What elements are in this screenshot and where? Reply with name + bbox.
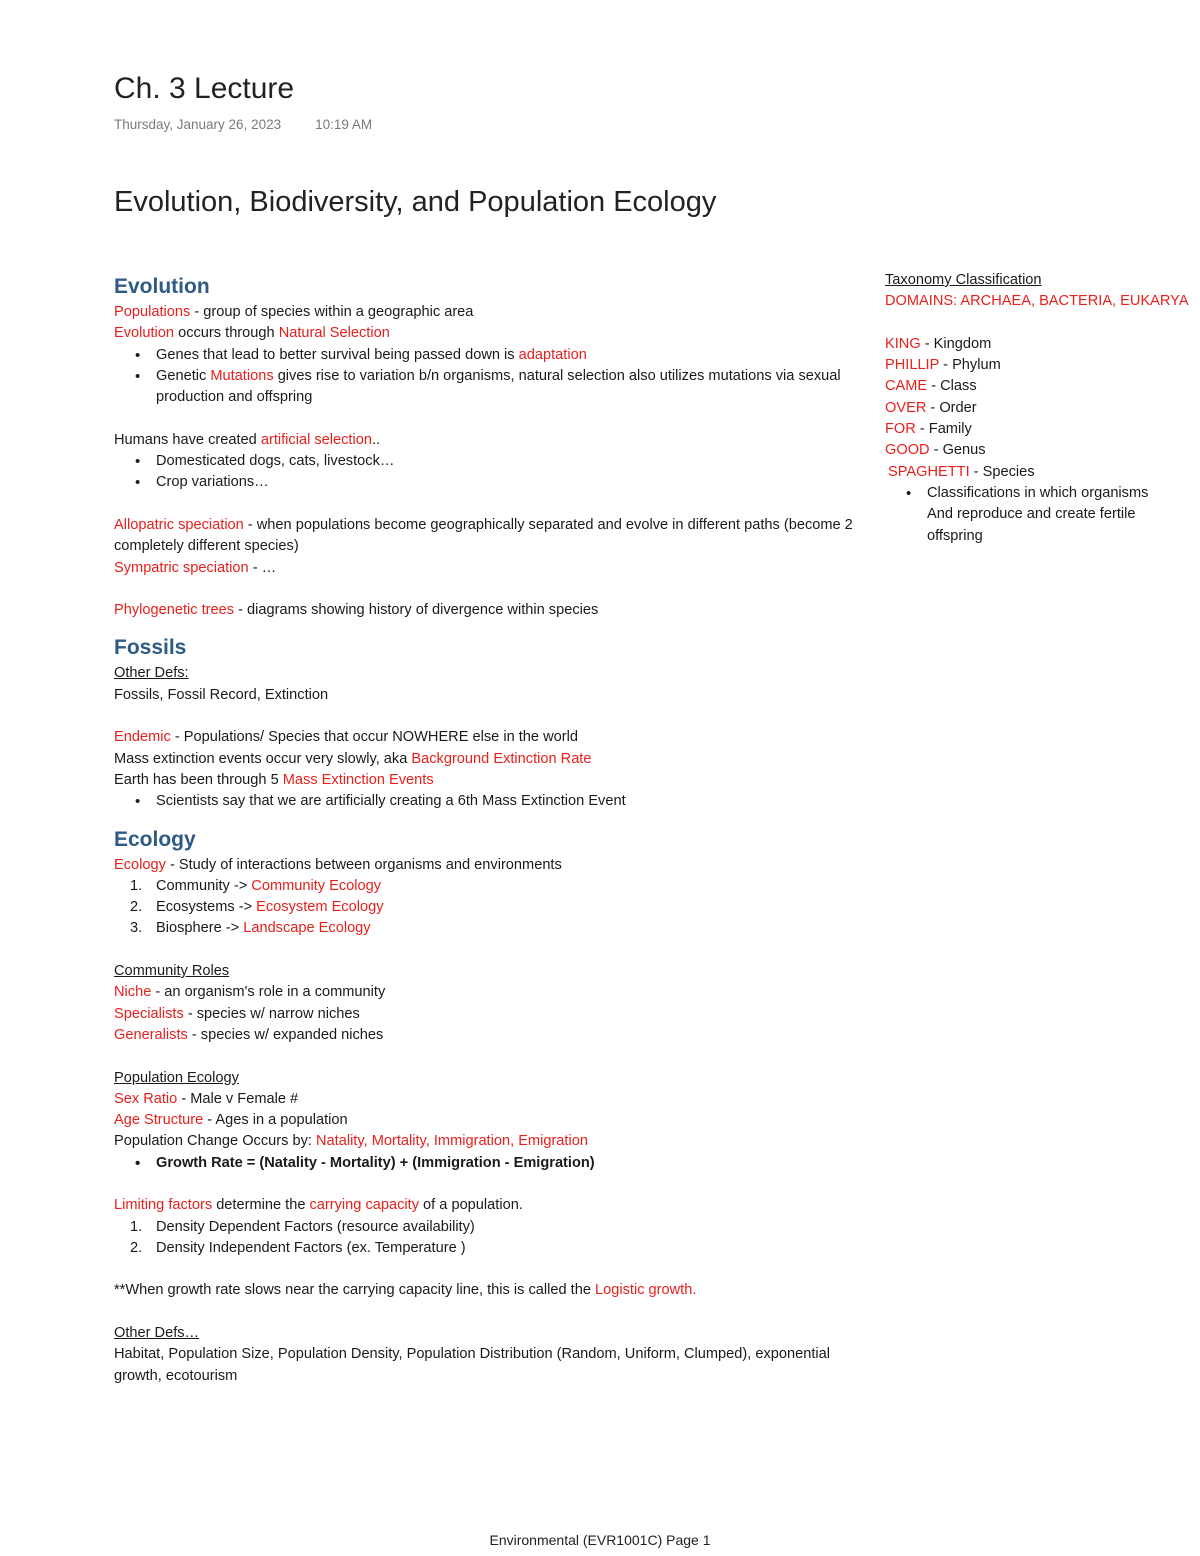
list-item: • Genetic Mutations gives rise to variation b/n organisms, natural selection also utilizes mutations via sexual production and offspring xyxy=(156,366,864,409)
density-factors-list xyxy=(114,1217,864,1260)
population-ecology-heading: Population Ecology xyxy=(114,1069,239,1086)
population-change-line: Population Change Occurs by: Natality, Mortality, Immigration, Emigration xyxy=(114,1133,588,1150)
logistic-growth-line: **When growth rate slows near the carrying capacity line, this is called the Logistic growth. xyxy=(114,1282,697,1299)
page-time: 10:19 AM xyxy=(315,117,373,132)
list-item: 1. Community -> Community Ecology xyxy=(130,877,382,894)
ecology-definition: Ecology - Study of interactions between organisms and environments xyxy=(114,856,562,873)
taxonomy-panel xyxy=(885,270,1195,547)
endemic-definition: Endemic - Populations/ Species that occur NOWHERE else in the world xyxy=(114,729,578,746)
list-item: 2. Ecosystems -> Ecosystem Ecology xyxy=(130,899,384,916)
taxonomy-heading: Taxonomy Classification xyxy=(885,272,1042,288)
populations-definition: Populations - group of species within a geographic area xyxy=(114,304,474,320)
niche-definition: Niche - an organism's role in a community xyxy=(114,984,386,1001)
artificial-selection-line: Humans have created artificial selection.. xyxy=(114,431,381,448)
taxonomy-rank: CAME - Class xyxy=(885,378,977,395)
list-item: • Scientists say that we are artificially creating a 6th Mass Extinction Event xyxy=(156,791,864,812)
earth-extinctions-line: Earth has been through 5 Mass Extinction Events xyxy=(114,771,434,788)
page-date: Thursday, January 26, 2023 xyxy=(114,117,282,132)
evolution-heading: Evolution xyxy=(114,275,210,298)
mass-extinction-line: Mass extinction events occur very slowly, aka Background Extinction Rate xyxy=(114,750,592,767)
phylogenetic-definition: Phylogenetic trees - diagrams showing history of divergence within species xyxy=(114,602,599,619)
list-item: • Domesticated dogs, cats, livestock… xyxy=(156,451,864,472)
section-title: Evolution, Biodiversity, and Population Ecology xyxy=(114,186,717,218)
taxonomy-rank: FOR - Family xyxy=(885,421,972,438)
list-item: 1. Density Dependent Factors (resource availability) xyxy=(130,1218,475,1235)
growth-rate-bullets xyxy=(114,1153,864,1174)
artificial-selection-bullets xyxy=(114,451,864,494)
taxonomy-rank: KING - Kingdom xyxy=(885,335,992,352)
evolution-definition: Evolution occurs through Natural Selection xyxy=(114,325,390,342)
list-item: 3. Biosphere -> Landscape Ecology xyxy=(130,920,371,937)
populations-term: Populations xyxy=(114,304,191,320)
sex-ratio-definition: Sex Ratio - Male v Female # xyxy=(114,1090,299,1107)
list-item: • Genes that lead to better survival being passed down is adaptation xyxy=(156,345,864,366)
evolution-bullets xyxy=(114,345,864,409)
other-defs-heading: Other Defs: xyxy=(114,665,189,682)
page-footer: Environmental (EVR1001C) Page 1 xyxy=(489,1532,711,1548)
list-item: • Crop variations… xyxy=(156,472,864,493)
age-structure-definition: Age Structure - Ages in a population xyxy=(114,1112,348,1129)
ecology-levels-list xyxy=(114,876,864,940)
page-title: Ch. 3 Lecture xyxy=(114,72,295,105)
list-item: • Classifications in which organisms And reproduce and create fertile offspring xyxy=(927,483,1177,547)
limiting-factors-line: Limiting factors determine the carrying capacity of a population. xyxy=(114,1197,523,1214)
page-timestamp xyxy=(114,117,372,132)
generalists-definition: Generalists - species w/ expanded niches xyxy=(114,1026,384,1043)
taxonomy-rank: OVER - Order xyxy=(885,399,977,416)
other-defs-heading-2: Other Defs… xyxy=(114,1325,200,1342)
main-notes xyxy=(114,272,864,1387)
taxonomy-bullets xyxy=(885,483,1177,547)
sympatric-definition: Sympatric speciation - … xyxy=(114,559,277,576)
specialists-definition: Specialists - species w/ narrow niches xyxy=(114,1005,360,1022)
list-item: 2. Density Independent Factors (ex. Temperature ) xyxy=(130,1239,466,1256)
community-roles-heading: Community Roles xyxy=(114,963,230,980)
taxonomy-rank: PHILLIP - Phylum xyxy=(885,357,1001,374)
domains-line: DOMAINS: ARCHAEA, BACTERIA, EUKARYA xyxy=(885,293,1189,310)
allopatric-definition: Allopatric speciation - when populations become geographically separated and evolve in different paths (become 2 completely different species) xyxy=(114,516,853,555)
fossils-heading: Fossils xyxy=(114,636,187,660)
growth-rate-formula: • Growth Rate = (Natality - Mortality) + (Immigration - Emigration) xyxy=(156,1153,864,1174)
taxonomy-rank: GOOD - Genus xyxy=(885,442,986,459)
ecology-defs-list: Habitat, Population Size, Population Density, Population Distribution (Random, Uniform, Clumped), exponential growth, ecotourism xyxy=(114,1346,831,1384)
ecology-heading: Ecology xyxy=(114,827,196,851)
fossils-bullets xyxy=(114,791,864,812)
taxonomy-rank: SPAGHETTI - Species xyxy=(888,463,1035,480)
fossil-defs-list: Fossils, Fossil Record, Extinction xyxy=(114,686,329,703)
